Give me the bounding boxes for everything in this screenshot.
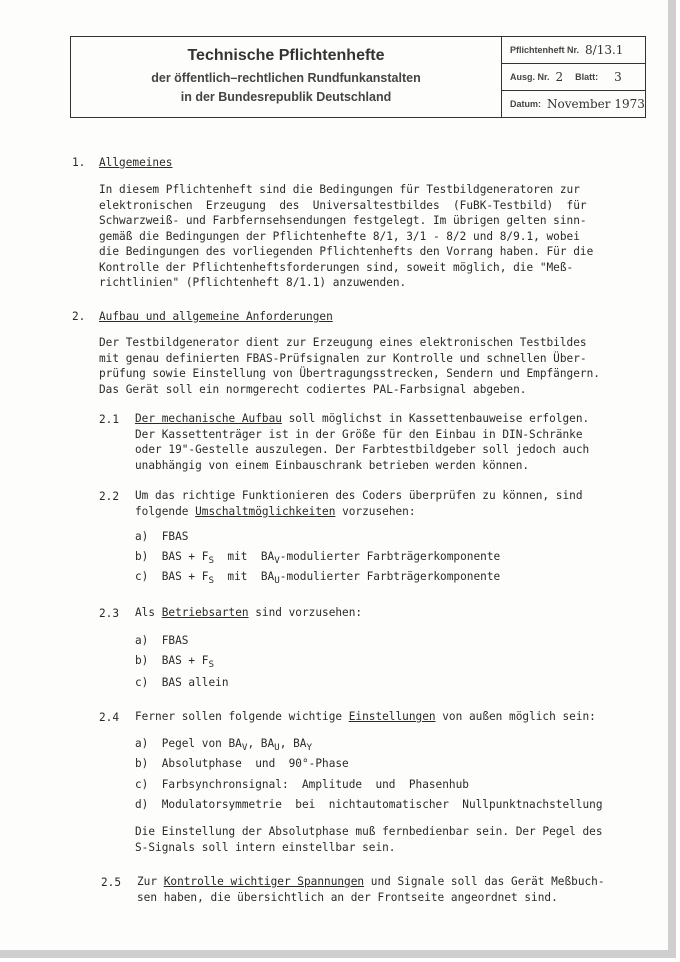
section-2-4-number: 2.4 xyxy=(99,711,120,724)
section-2-4-note xyxy=(135,824,603,855)
text-line xyxy=(135,411,589,427)
ausgabe-value: 2 xyxy=(555,70,564,84)
list-item xyxy=(135,570,500,586)
datum-row xyxy=(502,91,645,117)
header-title-block xyxy=(71,37,502,117)
text-line xyxy=(135,504,583,520)
text-fragment: -modulierter Farbträgerkomponente xyxy=(279,550,501,563)
list-item: a) FBAS xyxy=(135,530,189,543)
subscript: V xyxy=(274,555,280,567)
text-line xyxy=(135,709,596,725)
header-box xyxy=(70,36,646,118)
section-2-2-paragraph xyxy=(135,488,583,519)
list-item: d) Modulatorsymmetrie bei nichtautomatischer Nullpunktnachstellung xyxy=(135,798,603,811)
text-fragment: -modulierter Farbträgerkomponente xyxy=(279,570,501,583)
text-line: mit genau definierten FBAS-Prüfsignalen zur Kontrolle und schnellen Über- xyxy=(99,351,587,365)
section-2-5-number: 2.5 xyxy=(101,876,122,889)
text-fragment: a) Pegel von BA xyxy=(135,737,242,750)
list-item: c) BAS allein xyxy=(135,676,229,689)
text-fragment: , BA xyxy=(247,737,275,750)
list-item: c) Farbsynchronsignal: Amplitude und Phasenhub xyxy=(135,778,469,791)
section-1-number: 1. xyxy=(72,156,86,169)
text-line: gemäß die Bedingungen der Pflichtenhefte 8/1, 3/1 - 8/2 und 8/9.1, wobei xyxy=(99,229,580,243)
text-fragment: soll möglichst in Kassettenbauweise erfolgen. xyxy=(281,412,590,425)
header-subtitle-2: in der Bundesrepublik Deutschland xyxy=(180,90,392,104)
list-item: a) FBAS xyxy=(135,634,189,647)
section-1-paragraph xyxy=(99,182,593,291)
section-2-5-paragraph xyxy=(137,874,605,905)
section-2-2-number: 2.2 xyxy=(99,490,120,503)
text-line: In diesem Pflichtenheft sind die Bedingungen für Testbildgeneratoren zur xyxy=(99,183,580,196)
pflichtenheft-value: 8/13.1 xyxy=(585,43,624,57)
underlined-term: Der mechanische Aufbau xyxy=(135,412,282,425)
text-fragment: b) BAS + F xyxy=(135,550,209,563)
text-line: Der Kassettenträger ist in der Größe für den Einbau in DIN-Schränke xyxy=(135,427,583,441)
header-title: Technische Pflichtenhefte xyxy=(187,47,385,64)
subscript: U xyxy=(274,575,280,587)
list-item xyxy=(135,550,500,566)
text-line xyxy=(137,874,605,890)
text-line: S-Signals soll intern einstellbar sein. xyxy=(135,840,396,854)
subscript: U xyxy=(274,742,280,754)
blatt-value: 3 xyxy=(614,70,622,84)
section-2-3-number: 2.3 xyxy=(99,607,120,620)
underlined-term: Einstellungen xyxy=(348,710,436,723)
section-2-number: 2. xyxy=(72,310,86,323)
text-line: Schwarzweiß- und Farbfernsehsendungen festgelegt. Im übrigen gelten sinn- xyxy=(99,214,587,227)
ausgabe-row xyxy=(502,64,645,91)
text-fragment: Als xyxy=(135,606,162,619)
text-line: Das Gerät soll ein normgerecht codiertes PAL-Farbsignal abgeben. xyxy=(99,382,527,396)
text-line: prüfung sowie Einstellung von Übertragungsstrecken, Sendern und Empfängern. xyxy=(99,367,600,380)
text-line: Die Einstellung der Absolutphase muß fernbedienbar sein. Der Pegel des xyxy=(135,825,603,838)
header-meta-block xyxy=(502,37,645,117)
text-fragment: mit BA xyxy=(214,550,275,563)
subscript: V xyxy=(241,742,248,754)
text-fragment: c) BAS + F xyxy=(135,570,209,583)
text-fragment: von außen möglich sein: xyxy=(435,710,596,723)
pflichtenheft-row xyxy=(502,37,645,64)
section-2-1-paragraph xyxy=(135,411,589,473)
text-line: sen haben, die übersichtlich an der Frontseite angeordnet sind. xyxy=(137,890,558,904)
text-fragment: und Signale soll das Gerät Meßbuch- xyxy=(364,875,605,888)
datum-label: Datum: xyxy=(510,99,541,109)
underlined-term: Kontrolle wichtiger Spannungen xyxy=(163,875,365,888)
text-line: Um das richtige Funktionieren des Coders überprüfen zu können, sind xyxy=(135,489,583,502)
text-fragment: folgende xyxy=(135,504,196,518)
text-line: Der Testbildgenerator dient zur Erzeugung eines elektronischen Testbildes xyxy=(99,336,587,349)
text-fragment: Zur xyxy=(137,875,164,888)
subscript: S xyxy=(208,555,215,567)
text-fragment: mit BA xyxy=(214,570,275,583)
text-line: oder 19"-Gestelle auszulegen. Der Farbtestbildgeber soll jedoch auch xyxy=(135,443,590,456)
ausgabe-label: Ausg. Nr. xyxy=(510,72,550,82)
subscript: S xyxy=(208,659,215,671)
text-line: richtlinien" (Pflichtenheft 8/1.1) anzuwenden. xyxy=(99,276,407,289)
underlined-term: Umschaltmöglichkeiten xyxy=(195,504,336,518)
text-line: die Bedingungen des vorliegenden Pflichtenhefts den Vorrang haben. Für die xyxy=(99,245,594,258)
blatt-label: Blatt: xyxy=(575,72,599,82)
text-line: unabhängig von einem Einbauschrank betrieben werden können. xyxy=(135,458,530,472)
underlined-term: Betriebsarten xyxy=(161,606,249,619)
section-2-paragraph xyxy=(99,335,600,397)
text-fragment: Ferner sollen folgende wichtige xyxy=(135,710,349,723)
text-fragment: sind vorzusehen: xyxy=(248,606,363,619)
section-2-4-paragraph xyxy=(135,709,596,725)
text-fragment: vorzusehen: xyxy=(335,504,416,518)
list-item xyxy=(135,654,214,670)
subscript: S xyxy=(208,575,215,587)
text-line: elektronischen Erzeugung des Universaltestbildes (FuBK-Testbild) für xyxy=(99,198,587,212)
datum-value: November 1973 xyxy=(547,97,645,111)
list-item xyxy=(135,737,312,753)
text-fragment: b) BAS + F xyxy=(135,654,209,667)
text-line xyxy=(135,605,362,621)
section-2-1-number: 2.1 xyxy=(99,413,120,426)
section-2-3-paragraph xyxy=(135,605,362,621)
section-2-title: Aufbau und allgemeine Anforderungen xyxy=(99,310,333,323)
text-line: Kontrolle der Pflichtenheftsforderungen sind, soweit möglich, die "Meß- xyxy=(99,260,574,274)
pflichtenheft-label: Pflichtenheft Nr. xyxy=(510,45,580,55)
subscript: Y xyxy=(306,742,313,754)
text-fragment: , BA xyxy=(279,737,307,750)
header-subtitle-1: der öffentlich–rechtlichen Rundfunkanstalten xyxy=(151,71,421,85)
list-item: b) Absolutphase und 90°-Phase xyxy=(135,757,349,770)
section-1-title: Allgemeines xyxy=(99,156,173,169)
